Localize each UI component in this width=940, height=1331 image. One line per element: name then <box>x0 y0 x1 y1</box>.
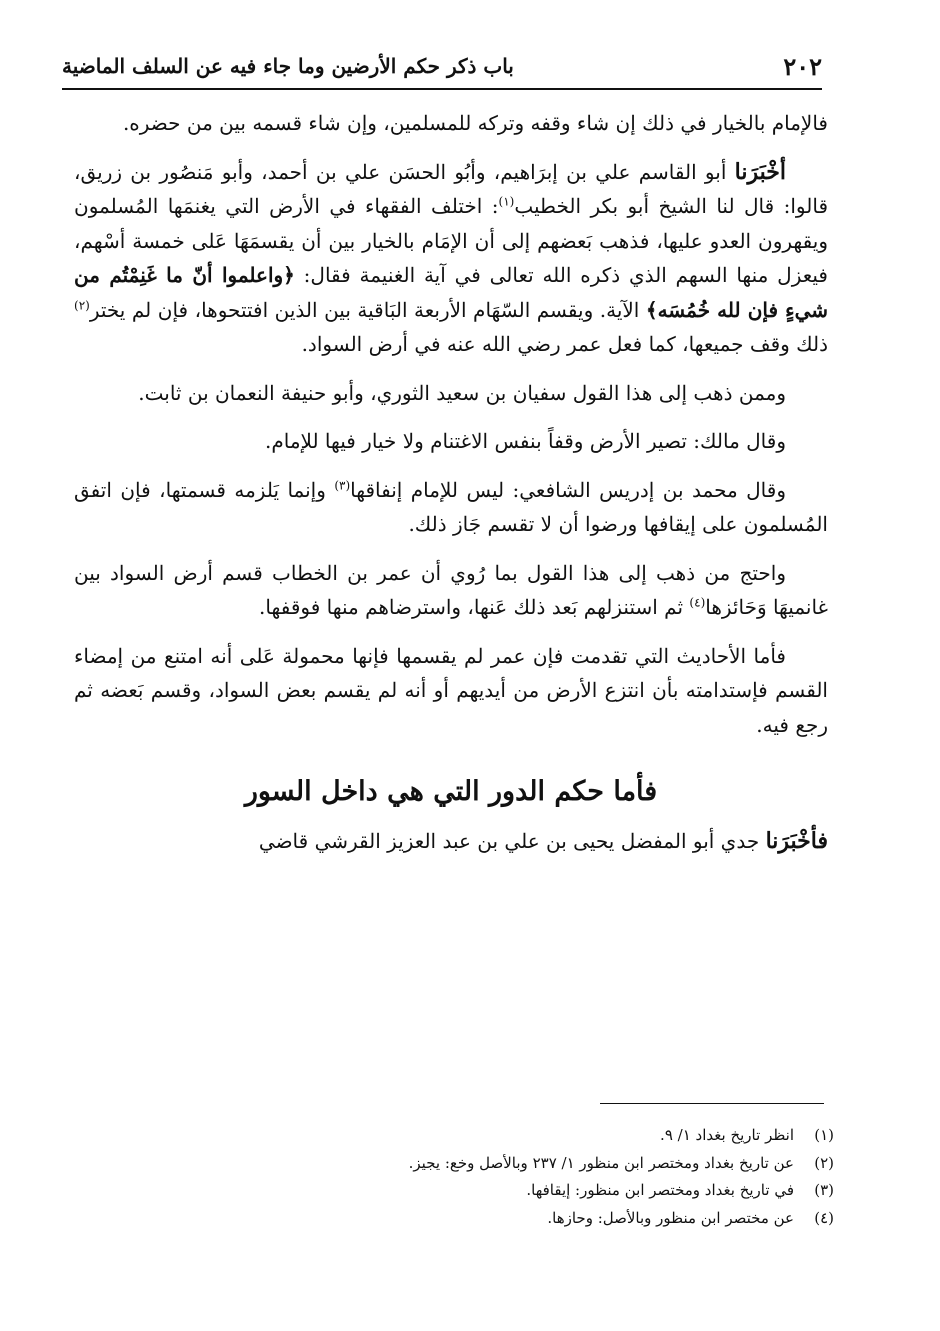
paragraph-8-text: جدي أبو المفضل يحيى بن علي بن عبد العزيز القرشي قاضي <box>258 829 766 853</box>
paragraph-5-text-a: وقال محمد بن إدريس الشافعي: ليس للإمام إنفاقها <box>350 477 786 502</box>
narration-lead-word-2: فأخْبَرَنا <box>765 828 828 854</box>
footnote-marker-1: (١) <box>498 194 515 209</box>
paragraph-1-text: فالإمام بالخيار في ذلك إن شاء وقفه وتركه للمسلمين، وإن شاء قسمه بين من حضره. <box>122 111 828 135</box>
quran-quote: ﴿واعلموا أنّ ما غَنِمْتُم من شيءٍ فإن لله خُمُسَه﴾ <box>74 263 828 322</box>
paragraph-4-text: وقال مالك: تصير الأرض وقفاً بنفس الاغتنام ولا خيار فيها للإمام. <box>264 429 786 453</box>
paragraph-1 <box>74 106 828 141</box>
footnote-marker-4: (٤) <box>689 595 706 610</box>
footnote-1-number: (١) <box>814 1126 834 1144</box>
paragraph-7-text: فأما الأحاديث التي تقدمت فإن عمر لم يقسمها فإنها محمولة عَلى أنه امتنع من إمضاء القسم فإستدامته بأن انتزع الأرض من أيديهم أو أنه لم يقسم بعض السواد، وقسم بَعضه ثم رجع فيه. <box>74 643 828 737</box>
footnote-1 <box>120 1122 834 1150</box>
footnote-4-text: عن مختصر ابن منظور وبالأصل: وحازها. <box>547 1208 794 1227</box>
paragraph-2-text-b: : اختلف الفقهاء في الأرض التي يغنمَها المُسلمون ويقهرون العدو عليها، فذهب بَعضهم إلى أن الإمَام بالخيار بين أن يقسمَهَا عَلى خمسة أسْهم، فيعزل منها السهم الذي ذكره الله تعالى في آية الغنيمة فقال: <box>74 194 828 287</box>
footnote-4-number: (٤) <box>814 1208 834 1227</box>
paragraph-2-text-c: الآية. ويقسم السّهَام الأربعة البَاقية بين الذين افتتحوها، فإن لم يختر <box>89 297 646 322</box>
footnote-4 <box>120 1205 834 1233</box>
footnote-2-text: عن تاريخ بغداد ومختصر ابن منظور ١/ ٢٣٧ وبالأصل وخع: يجيز. <box>408 1153 794 1172</box>
footnote-3-number: (٣) <box>814 1181 834 1199</box>
paragraph-4 <box>74 424 828 459</box>
paragraph-2-text-d: ذلك وقف جميعها، كما فعل عمر رضي الله عنه في أرض السواد. <box>301 332 828 356</box>
running-head <box>62 44 822 90</box>
footnote-2 <box>120 1150 834 1178</box>
paragraph-5-text-b: وإنما يَلزمه قسمتها، فإن اتفق المُسلمون على إيقافها ورضوا أن لا تقسم جَاز ذلك. <box>74 477 828 536</box>
footnotes <box>120 1122 834 1232</box>
paragraph-6 <box>74 556 828 625</box>
narration-lead-word: أخْبَرَنا <box>734 158 786 185</box>
running-head-title: باب ذكر حكم الأرضين وما جاء فيه عن السلف الماضية <box>62 54 514 78</box>
paragraph-6-text-a: واحتج من ذهب إلى هذا القول بما رُوي أن عمر بن الخطاب قسم أرض السواد بين غانميهَا وَحَائزها <box>74 560 828 619</box>
paragraph-6-text-b: ثم استنزلهم بَعد ذلك عَنها، واسترضاهم منها فوقفها. <box>259 595 690 619</box>
section-heading: فأما حكم الدور التي هي داخل السور <box>244 776 658 807</box>
paragraph-3 <box>74 376 828 411</box>
footnote-marker-2: (٢) <box>74 297 90 312</box>
paragraph-7 <box>74 639 828 743</box>
paragraph-5 <box>74 473 828 542</box>
footnote-marker-3: (٣) <box>334 477 351 492</box>
paragraph-2 <box>74 155 828 362</box>
page-number: ٢٠٢ <box>783 51 822 81</box>
paragraph-8 <box>74 824 828 859</box>
footnote-3 <box>120 1177 834 1205</box>
paragraph-2-text-a: أبو القاسم علي بن إبرَاهيم، وأبُو الحسَن علي بن أحمد، وأبو مَنصُور بن زريق، قالوا: قال لنا الشيخ أبو بكر الخطيب <box>74 159 829 218</box>
footnote-3-text: في تاريخ بغداد ومختصر ابن منظور: إيقافها. <box>526 1181 794 1199</box>
footnote-2-number: (٢) <box>814 1153 834 1172</box>
footnote-1-text: انظر تاريخ بغداد ١/ ٩. <box>660 1126 794 1144</box>
main-text <box>74 106 828 873</box>
footnote-divider <box>600 1103 824 1104</box>
paragraph-3-text: وممن ذهب إلى هذا القول سفيان بن سعيد الثوري، وأبو حنيفة النعمان بن ثابت. <box>138 380 786 405</box>
